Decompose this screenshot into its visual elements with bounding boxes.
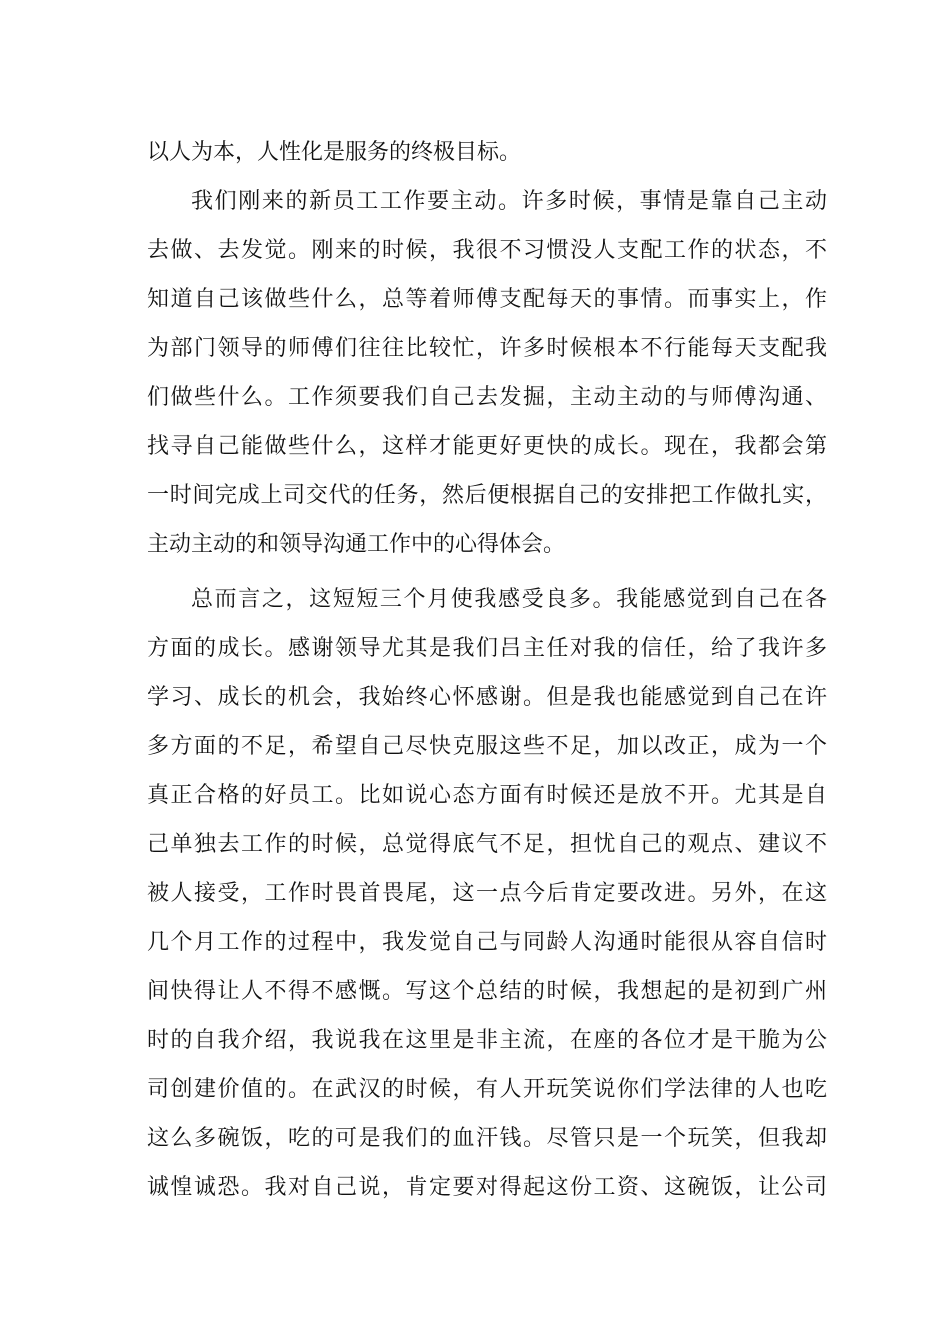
text-line: 一时间完成上司交代的任务，然后便根据自己的安排把工作做扎实， xyxy=(147,483,827,508)
text-line: 为部门领导的师傅们往往比较忙，许多时候根本不行能每天支配我 xyxy=(147,336,827,361)
text-line: 们做些什么。工作须要我们自己去发掘，主动主动的与师傅沟通、 xyxy=(147,385,827,410)
text-line: 时的自我介绍，我说我在这里是非主流，在座的各位才是干脆为公 xyxy=(147,1028,827,1053)
text-line: 主动主动的和领导沟通工作中的心得体会。 xyxy=(147,532,566,557)
text-line: 去做、去发觉。刚来的时候，我很不习惯没人支配工作的状态，不 xyxy=(147,238,827,263)
text-line: 这么多碗饭，吃的可是我们的血汗钱。尽管只是一个玩笑，但我却 xyxy=(147,1126,827,1151)
text-line: 知道自己该做些什么，总等着师傅支配每天的事情。而事实上，作 xyxy=(147,287,827,312)
text-line: 学习、成长的机会，我始终心怀感谢。但是我也能感觉到自己在许 xyxy=(147,685,827,710)
text-line: 真正合格的好员工。比如说心态方面有时候还是放不开。尤其是自 xyxy=(147,783,827,808)
text-line: 找寻自己能做些什么，这样才能更好更快的成长。现在，我都会第 xyxy=(147,434,827,459)
paragraph-start-line: 我们刚来的新员工工作要主动。许多时候，事情是靠自己主动 xyxy=(191,189,827,214)
paragraph-start-line: 总而言之，这短短三个月使我感受良多。我能感觉到自己在各 xyxy=(191,587,827,612)
text-line: 司创建价值的。在武汉的时候，有人开玩笑说你们学法律的人也吃 xyxy=(147,1077,827,1102)
text-line: 方面的成长。感谢领导尤其是我们吕主任对我的信任，给了我许多 xyxy=(147,636,827,661)
text-line: 诚惶诚恐。我对自己说，肯定要对得起这份工资、这碗饭，让公司 xyxy=(147,1175,827,1200)
text-line: 己单独去工作的时候，总觉得底气不足，担忧自己的观点、建议不 xyxy=(147,832,827,857)
text-line: 多方面的不足，希望自己尽快克服这些不足，加以改正，成为一个 xyxy=(147,734,827,759)
text-line: 几个月工作的过程中，我发觉自己与同龄人沟通时能很从容自信时 xyxy=(147,930,827,955)
text-line: 被人接受，工作时畏首畏尾，这一点今后肯定要改进。另外，在这 xyxy=(147,881,827,906)
text-line: 间快得让人不得不感慨。写这个总结的时候，我想起的是初到广州 xyxy=(147,979,827,1004)
text-line: 以人为本，人性化是服务的终极目标。 xyxy=(147,140,522,165)
